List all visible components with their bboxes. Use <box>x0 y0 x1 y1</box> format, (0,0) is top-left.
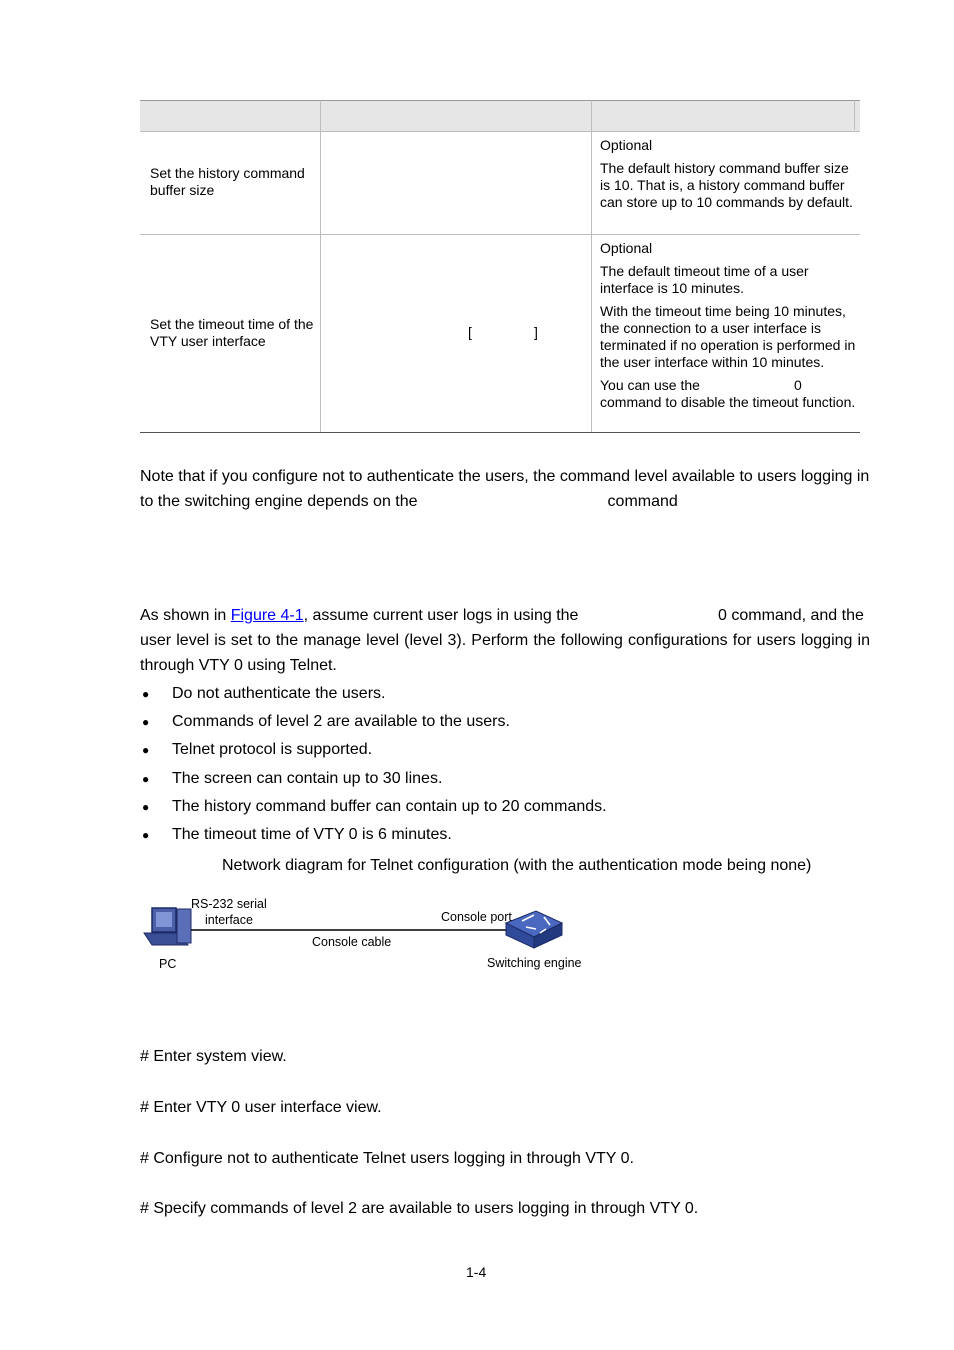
table-row-2-operation: Set the timeout time of the VTY user interface <box>150 316 314 349</box>
switching-engine-label: Switching engine <box>487 956 582 970</box>
list-item: ● Telnet protocol is supported. <box>142 741 373 759</box>
step-4: # Specify commands of level 2 are available to users logging in through VTY 0. <box>140 1200 699 1217</box>
step-2: # Enter VTY 0 user interface view. <box>140 1099 382 1116</box>
table-row-1-operation: Set the history command buffer size <box>150 165 305 198</box>
command-bracket-close: ] <box>534 324 538 340</box>
pc-icon <box>144 908 191 945</box>
col-divider <box>854 100 855 130</box>
note-paragraph: Note that if you configure not to authenticate the users, the command level available to users logging in to the switching engine depends on the command <box>140 468 870 510</box>
example-intro: As shown in Figure 4-1, assume current user logs in using the 0 command, and the user level is set to the manage level (level 3). Perform the following configurations for users logging in through VTY 0 using Telnet. <box>140 607 870 674</box>
list-item: ● The history command buffer can contain up to 20 commands. <box>142 797 607 815</box>
row-divider <box>140 234 860 235</box>
requirements-list <box>140 683 870 852</box>
step-3: # Configure not to authenticate Telnet users logging in through VTY 0. <box>140 1150 634 1167</box>
table-row-1-remarks: Optional The default history command buffer size is 10. That is, a history command buffer can store up to 10 commands by default. <box>600 137 853 210</box>
step-1: # Enter system view. <box>140 1048 287 1065</box>
rs232-label-2: interface <box>205 913 253 927</box>
pc-label: PC <box>159 957 177 971</box>
table-bottom-border <box>140 432 860 433</box>
col-divider <box>591 100 592 432</box>
figure-caption: Network diagram for Telnet configuration (with the authentication mode being none) <box>222 857 812 874</box>
list-item: ● The timeout time of VTY 0 is 6 minutes. <box>142 825 452 843</box>
table-row-2-remarks: Optional The default timeout time of a user interface is 10 minutes. With the timeout time being 10 minutes, the connection to a user interface is terminated if no operation is performed in the user interface within 10 minutes. You can use the 0 command to disable the timeout function. <box>600 240 856 410</box>
command-bracket-open: [ <box>468 324 472 340</box>
switch-icon <box>506 911 562 948</box>
console-port-label: Console port <box>441 910 512 924</box>
table-header-row <box>140 100 860 132</box>
col-divider <box>320 100 321 432</box>
figure-link[interactable]: Figure 4-1 <box>230 607 304 624</box>
list-item: ● Do not authenticate the users. <box>142 685 386 702</box>
list-item: ● The screen can contain up to 30 lines. <box>142 769 443 787</box>
rs232-label-1: RS-232 serial <box>191 897 267 911</box>
console-cable-label: Console cable <box>312 935 392 949</box>
page-number: 1-4 <box>466 1264 487 1280</box>
list-item: ● Commands of level 2 are available to the users. <box>142 713 510 731</box>
network-diagram <box>138 895 608 980</box>
